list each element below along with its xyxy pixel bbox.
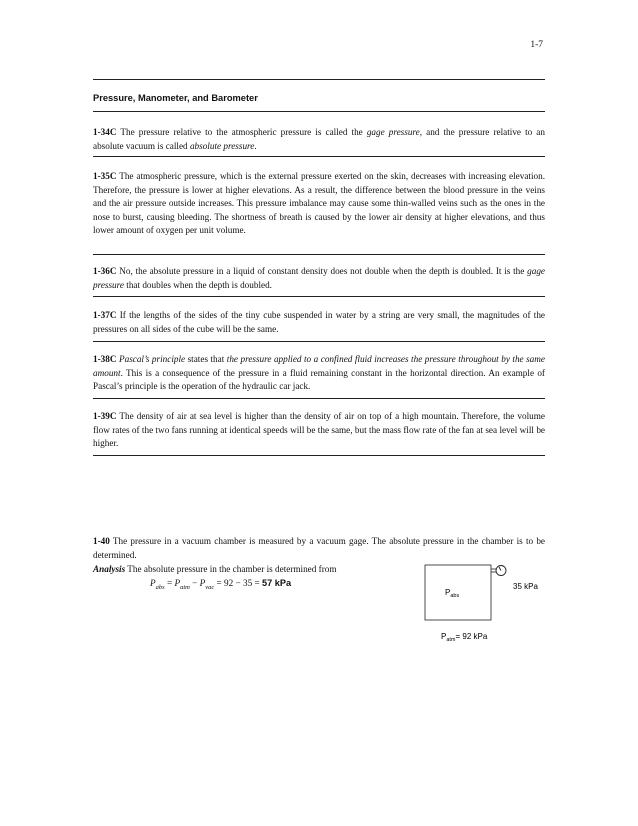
- divider: [93, 341, 545, 342]
- divider: [93, 156, 545, 157]
- divider: [93, 79, 545, 80]
- problem-text-segment: , and the pressure relative to an absolute vacuum is called: [93, 127, 545, 151]
- problem-number: 1-35C: [93, 171, 117, 181]
- problem-1-35c: [93, 170, 545, 238]
- divider: [93, 296, 545, 297]
- eq-numbers: 92 − 35: [224, 578, 253, 588]
- problem-1-37c: [93, 309, 545, 336]
- problem-text-segment: absolute pressure: [189, 140, 255, 151]
- problem-1-36c: [93, 265, 545, 292]
- problem-1-40: [93, 535, 545, 562]
- problem-1-34c: [93, 126, 545, 153]
- vacuum-chamber-figure: [415, 560, 565, 650]
- section-title: Pressure, Manometer, and Barometer: [93, 93, 258, 103]
- problem-text-segment: gage pressure: [93, 266, 545, 290]
- problem-number: 1-34C: [93, 127, 117, 137]
- analysis-line: [93, 563, 413, 577]
- problem-text-segment: The pressure in a vacuum chamber is measured by a vacuum gage. The absolute pressure in the chamber is to be determined.: [93, 536, 545, 560]
- problem-text-segment: The pressure relative to the atmospheric pressure is called the: [120, 127, 367, 137]
- problem-number: 1-40: [93, 536, 110, 546]
- problem-text-segment: No, the absolute pressure in a liquid of constant density does not double when the depth is doubled. It is the: [119, 266, 528, 276]
- chamber-label: $P_{abs}$: [445, 588, 460, 599]
- problem-text-segment: If the lengths of the sides of the tiny cube suspended in water by a string are very small, the magnitudes of the pressures on all sides of the cube will be the same.: [93, 310, 545, 334]
- problem-text-segment: gage pressure: [366, 127, 420, 137]
- eq-lhs-symbol: P: [150, 578, 156, 588]
- page-number: 1-7: [530, 40, 543, 50]
- problem-1-38c: [93, 353, 545, 394]
- problem-text-segment: The density of air at sea level is higher than the density of air on top of a high mountain. Therefore, the volume flow rates of the two fans running at identical speeds will be the same, but the mass flow rate of the fan at sea level will be higher.: [93, 411, 545, 449]
- problem-text-segment: . This is a consequence of the pressure in a fluid remaining constant in the horizontal direction. An example of Pascal’s principle is the operation of the hydraulic car jack.: [93, 367, 545, 392]
- atm-label: $P_{atm}= 92$ kPa: [441, 632, 488, 643]
- pressure-equation: $P_{abs} = P_{atm} - P_{vac} = 92 - 35 = 57$ kPa: [150, 578, 292, 591]
- problem-text-segment: states that: [185, 354, 227, 364]
- problem-1-39c: [93, 410, 545, 451]
- problem-text-segment: that doubles when the depth is doubled.: [123, 279, 272, 290]
- problem-text-segment: the pressure applied to a confined fluid increases the pressure throughout by the same amount: [93, 354, 545, 378]
- eq-term2-subscript: vac: [205, 583, 215, 591]
- analysis-text: The absolute pressure in the chamber is determined from: [125, 564, 337, 574]
- problem-number: 1-39C: [93, 411, 117, 421]
- eq-result: 57 kPa: [261, 578, 292, 588]
- eq-term2-symbol: P: [199, 578, 206, 588]
- eq-term1-subscript: atm: [180, 583, 190, 591]
- problem-number: 1-38C: [93, 354, 117, 364]
- problem-text-segment: The atmospheric pressure, which is the external pressure exerted on the skin, decreases with increasing elevation. Therefore, the pressure is lower at higher elevations. As a result, the difference between the blood pressure in the veins and the air pressure outside increases. This pressure imbalance may cause some thin-walled veins such as the ones in the nose to burst, causing bleeding. The shortness of breath is caused by the lower air density at higher elevations, and thus lower amount of oxygen per unit volume.: [93, 171, 545, 236]
- gage-reading: 35 kPa: [513, 582, 538, 591]
- eq-term1-symbol: P: [174, 578, 181, 588]
- divider: [93, 111, 545, 112]
- divider: [93, 455, 545, 456]
- analysis-label: Analysis: [93, 564, 126, 574]
- problem-text-segment: Pascal’s principle: [118, 354, 186, 364]
- eq-lhs-subscript: abs: [155, 583, 165, 591]
- problem-number: 1-36C: [93, 266, 117, 276]
- problem-text-segment: .: [254, 140, 257, 151]
- divider: [93, 254, 545, 255]
- problem-number: 1-37C: [93, 310, 117, 320]
- divider: [93, 398, 545, 399]
